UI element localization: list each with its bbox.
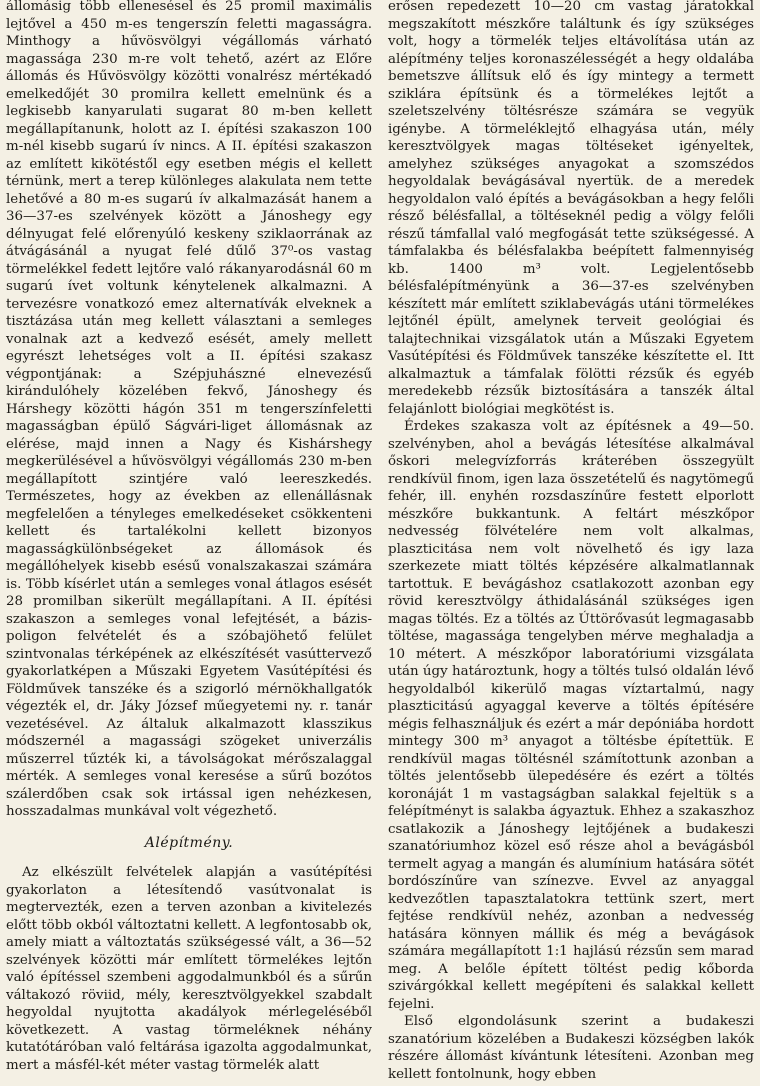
right-column [388,0,754,1083]
right-paragraph-2: Érdekes szakasza volt az építésnek a 49—50. szelvényben, ahol a bevágás létesítése alkalmával őskori melegvízforrás kráterében összegyült rendkívül finom, igen laza összetételű és nagytömegű fehér, ill. enyhén rozsdaszínűre festett elporlott mészkőre bukkantunk. A feltárt mészkőpor nedvesség fölvételére nem volt alkalmas, plaszticitása nem volt növelhető és igy laza szerkezete miatt töltés képzésére alkalmatlannak tartottuk. E bevágáshoz csatlakozott azonban egy rövid keresztvölgy áthidalásánál szükséges igen magas töltés. Ez a töltés az Úttörővasút legmagasabb töltése, magassága tengelyben mérve meghaladja a 10 métert. A mészkőpor laboratóriumi vizsgálata után úgy határoztunk, hogy a töltés tulsó oldalán lévő hegyoldalból kikerülő magas víztartalmú, nagy plaszticitású agyaggal keverve a töltés építésére mégis felhasználjuk és ezért a már depóniába hordott mintegy 300 m³ anyagot a töltésbe építettük. E rendkívül magas töltésnél számítottunk azonban a töltés jelentősebb ülepedésére és ezért a töltés koronáját 1 m vastagságban salakkal fejeltük s a felépítményt is salakba ágyaztuk. Ehhez a szakaszhoz csatlakozik a Jánoshegy lejtőjének a budakeszi szanatóriumhoz közel eső része ahol a bevágásból termelt agyag a mangán és alumínium hatására sötét bordószínűre van színezve. Evvel az anyaggal kedvezőtlen tapasztalatokra tettünk szert, mert fejtése rendkívül nehéz, azonban a nedvesség hatására könnyen mállik és még a bevágások számára megállapított 1:1 hajlású rézsűn sem marad meg. A belőle épített töltést pedig kőborda szivárgókkal kellett megépíteni és salakkal kellett fejelni. [388,419,754,1012]
left-column [6,0,372,1074]
right-paragraph-1: erősen repedezett 10—20 cm vastag járatokkal megszakított mészkőre találtunk és így szükséges volt, hogy a törmelék teljes eltávolítása után az alépítmény teljes koronaszélességét a hegy oldalába bemetszve állítsuk elő és így mintegy a termett sziklára építsünk és a törmelékes lejtőt a szeletszelvény töltésrésze számára se vegyük igénybe. A törmeléklejtő elhagyása után, mély keresztvölgyek magas töltéseket igényeltek, amelyhez szükséges anyagokat a szomszédos hegyoldalak bevágásával nyertük. de a meredek hegyoldalon való építés a bevágásokban a hegy felőli résző bélésfallal, a töltéseknél pedig a völgy felőli részű támfallal való megfogását tette szükségessé. A támfalakba és bélésfalakba beépített falmennyiség kb. 1400 m³ volt. Legjelentősebb bélésfalépítményünk a 36—37-es szelvényben készített már említett sziklabevágás utáni törmelékes lejtőnél épült, amelynek terveit geológiai és talajtechnikai vizsgálatok után a Műszaki Egyetem Vasútépítési és Földművek tanszéke készítette el. Itt alkalmaztuk a támfalak fölötti rézsűk és egyéb meredekebb rézsűk biztosítására a tanszék által felajánlott biológiai megkötést is. [388,0,754,417]
section-heading: Alépítmény. [144,834,234,851]
right-paragraph-3: Első elgondolásunk szerint a budakeszi szanatórium közelében a Budakeszi községben lakók részére állomást kívántunk létesíteni. Azonban meg kellett fontolnunk, hogy ebben [388,1014,754,1082]
left-paragraph-2: Az elkészült felvételek alapján a vasútépítési gyakorlaton a létesítendő vasútvonalat is megtervezték, ezen a terven azonban a kivitelezés előtt több okból változtatni kellett. A legfontosabb ok, amely miatt a változtatás szükségessé vált, a 36—52 szelvények közötti már említett törmelékes lejtőn való építéssel szembeni aggodalmunkból és a sűrűn váltakozó röviid, mély, keresztvölgyekkel szabdalt hegyoldal nyujtotta akadályok mérlegeléséből következett. A vastag törmeléknek néhány kutatótáróban való feltárása igazolta aggodalmunkat, mert a másfél-két méter vastag törmelék alatt [6,865,372,1073]
left-paragraph-1: állomásig több ellenesésel és 25 promil maximális lejtővel a 450 m-es tengerszín feletti magasságra. Minthogy a hűvösvölgyi végállomás várható magassága 230 m-re volt tehető, azért az Előre állomás és Hűvösvölgy közötti vonalrész mértékadó emelkedőjét 30 promilra kellett emelnünk és a legkisebb kanyarulati sugarat 80 m-ben kellett megállapítanunk, holott az I. építési szakaszon 100 m-nél kisebb sugarú ív nincs. A II. építési szakaszon az említett kikötéstől egy esetben mégis el kellett térnünk, mert a terep különleges alakulata nem tette lehetővé a 80 m-es sugarú ív alkalmazását hanem a 36—37-es szelvények között a Jánoshegy egy délnyugat felé előrenyúló keskeny sziklaorrának az átvágásánál a nyugat felé dűlő 37⁰-os vastag törmelékkel fedett lejtőre való rákanyarodásnál 60 m sugarú ívet voltunk kénytelenek alkalmazni. A tervezésre vonatkozó emez alternatívák elveknek a tisztázása után meg kellett választani a semleges vonalnak azt a kedvező esését, amely mellett egyrészt lehetséges volt a II. építési szakasz végpontjának: a Szépjuhászné elnevezésű kirándulóhely közelében fekvő, Jánoshegy és Hárshegy közötti hágón 351 m tengerszínfeletti magasságban épülő Ságvári-liget állomásnak az elérése, majd innen a Nagy és Kishárshegy megkerülésével a hűvösvölgyi végállomás 230 m-ben megállapított szintjére való leereszkedés. Természetes, hogy az években az ellenállásnak megfelelően a tényleges emelkedéseket csökkenteni kellett és tartalékolni kellett bizonyos magasságkülönbségeket az állomások és megállóhelyek kisebb esésű vonalszakaszai számára is. Több kísérlet után a semleges vonal átlagos esését 28 promilban sikerült megállapítani. A II. építési szakaszon a semleges vonal lefejtését, a bázis-poligon felvételét és a szóbajöhető felület szintvonalas térképének az elkészítését vasúttervező gyakorlatképen a Műszaki Egyetem Vasútépítési és Földművek tanszéke és a szigorló mérnökhallgatók végezték el, dr. Jáky József műegyetemi ny. r. tanár vezetésével. Az általuk alkalmazott klasszikus módszernél a magassági szögeket univerzális műszerrel tűzték ki, a távolságokat mérőszalaggal mérték. A semleges vonal keresése a sűrű bozótos szálerdőben csak sok irtással igen nehézkesen, hosszadalmas munkával volt végezhető. [6,0,372,819]
